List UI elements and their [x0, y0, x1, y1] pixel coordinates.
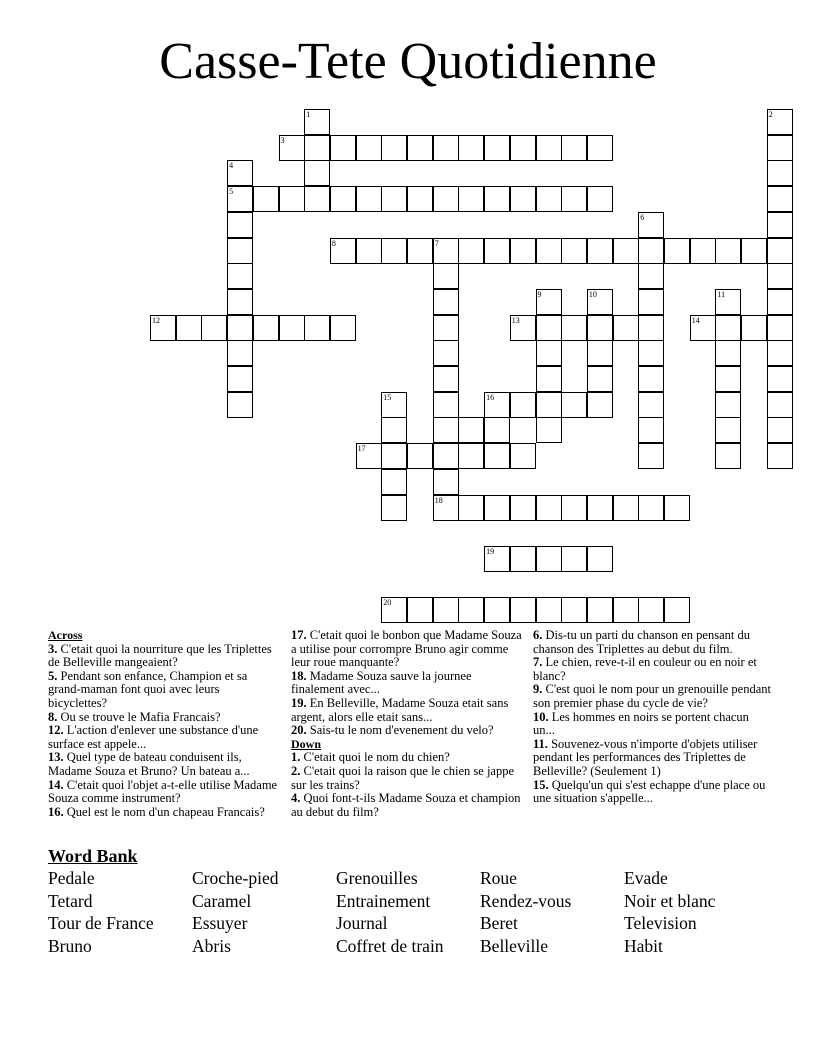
clue-number: 3.	[48, 641, 58, 656]
clue-number: 13	[511, 315, 520, 325]
crossword-cell[interactable]	[715, 340, 741, 366]
crossword-cell[interactable]	[458, 443, 484, 469]
word-bank-word: Bruno	[48, 935, 92, 956]
crossword-cell[interactable]	[484, 597, 510, 623]
crossword-cell[interactable]	[767, 340, 793, 366]
clue-number: 16	[486, 392, 495, 402]
clue-number: 7	[434, 238, 439, 248]
crossword-cell[interactable]	[715, 443, 741, 469]
crossword-cell[interactable]	[458, 135, 484, 161]
clue-number: 12	[152, 315, 160, 325]
crossword-cell[interactable]	[253, 315, 279, 341]
clue-text: Souvenez-vous n'importe d'objets utiliser pendant les performances des Triplettes de Belleville? (Seulement 1)	[533, 736, 758, 778]
clue-text: Le chien, reve-t-il en couleur ou en noir et blanc?	[533, 655, 757, 683]
crossword-cell[interactable]	[767, 186, 793, 212]
crossword-cell[interactable]	[536, 289, 562, 315]
clue-number: 14.	[48, 777, 64, 792]
crossword-cell[interactable]	[638, 263, 664, 289]
clue-number: 1.	[291, 750, 301, 765]
crossword-cell[interactable]	[767, 160, 793, 186]
crossword-cell[interactable]	[638, 289, 664, 315]
clue-text: C'etait quoi le nom du chien?	[300, 750, 450, 765]
crossword-cell[interactable]	[227, 160, 253, 186]
clue-text: Madame Souza sauve la journee finalement avec...	[291, 668, 472, 697]
crossword-cell[interactable]	[638, 315, 664, 341]
clue-number: 18	[434, 495, 443, 505]
crossword-cell[interactable]	[767, 417, 793, 443]
clue-item	[48, 724, 280, 751]
clues-column-2	[291, 629, 527, 819]
clue-number: 15.	[533, 777, 549, 792]
crossword-cell[interactable]	[561, 546, 587, 572]
crossword-cell[interactable]	[381, 392, 407, 418]
word-bank-title: Word Bank	[48, 846, 138, 866]
clue-number: 4.	[291, 791, 301, 806]
clue-section-heading: Across	[48, 628, 83, 642]
word-bank-word: Journal	[336, 913, 388, 934]
clue-item	[291, 670, 527, 697]
crossword-cell[interactable]	[381, 238, 407, 264]
crossword-cell[interactable]	[741, 315, 767, 341]
crossword-cell[interactable]	[458, 417, 484, 443]
crossword-cell[interactable]	[484, 238, 510, 264]
word-bank-word: Habit	[624, 935, 663, 956]
clue-item	[291, 792, 527, 819]
crossword-cell[interactable]	[253, 186, 279, 212]
clue-text: Quelqu'un qui s'est echappe d'une place ou une situation s'appelle...	[533, 777, 766, 806]
word-bank-word: Coffret de train	[336, 935, 444, 956]
crossword-cell[interactable]	[536, 315, 562, 341]
clue-item	[48, 806, 280, 820]
crossword-cell[interactable]	[227, 238, 253, 264]
clue-text: Ou se trouve le Mafia Francais?	[57, 709, 221, 724]
crossword-cell[interactable]	[536, 186, 562, 212]
clue-number: 1	[306, 110, 311, 119]
clue-item	[291, 724, 527, 738]
crossword-cell[interactable]	[510, 392, 536, 418]
word-bank-word: Caramel	[192, 890, 252, 911]
crossword-cell[interactable]	[638, 212, 664, 238]
crossword-cell[interactable]	[536, 238, 562, 264]
clue-text: Pendant son enfance, Champion et sa grand-maman font quoi avec leurs bicyclettes?	[48, 668, 248, 710]
crossword-cell[interactable]	[536, 340, 562, 366]
crossword-cell[interactable]	[510, 597, 536, 623]
crossword-cell[interactable]	[433, 443, 459, 469]
clue-number: 6.	[533, 628, 543, 642]
crossword-cell[interactable]	[433, 315, 459, 341]
crossword-cell[interactable]	[536, 546, 562, 572]
crossword-cell[interactable]	[304, 186, 330, 212]
clue-number: 12.	[48, 723, 64, 738]
word-bank-word: Croche-pied	[192, 868, 279, 888]
crossword-cell[interactable]	[227, 366, 253, 392]
crossword-cell[interactable]	[484, 392, 510, 418]
clue-item	[291, 751, 527, 765]
crossword-cell[interactable]	[304, 135, 330, 161]
clue-number: 17	[357, 444, 366, 454]
crossword-cell[interactable]	[536, 417, 562, 443]
clue-number: 20.	[291, 723, 307, 738]
crossword-cell[interactable]	[227, 263, 253, 289]
crossword-cell[interactable]	[407, 597, 433, 623]
crossword-cell[interactable]	[227, 340, 253, 366]
crossword-cell[interactable]	[587, 392, 613, 418]
crossword-cell[interactable]	[638, 392, 664, 418]
crossword-cell[interactable]	[587, 289, 613, 315]
clue-item	[48, 711, 280, 725]
clue-text: Les hommes en noirs se portent chacun un...	[533, 709, 749, 738]
crossword-cell[interactable]	[767, 289, 793, 315]
crossword-cell[interactable]	[381, 186, 407, 212]
clue-number: 11.	[533, 736, 548, 751]
clue-number: 10	[588, 289, 597, 299]
clue-number: 6	[640, 212, 645, 222]
crossword-cell[interactable]	[407, 186, 433, 212]
clue-item	[533, 738, 771, 779]
crossword-cell[interactable]	[561, 597, 587, 623]
crossword-cell[interactable]	[638, 495, 664, 521]
crossword-cell[interactable]	[664, 238, 690, 264]
crossword-cell[interactable]	[433, 597, 459, 623]
crossword-cell[interactable]	[510, 443, 536, 469]
crossword-cell[interactable]	[484, 546, 510, 572]
clue-text: C'etait quoi le bonbon que Madame Souza a utilise pour corrompre Bruno agir comme leur roue manquante?	[291, 628, 522, 670]
crossword-cell[interactable]	[587, 186, 613, 212]
clue-item	[533, 779, 771, 806]
clue-item	[533, 711, 771, 738]
crossword-cell[interactable]	[484, 135, 510, 161]
clue-text: Quel est le nom d'un chapeau Francais?	[63, 804, 265, 819]
word-bank-word: Belleville	[480, 935, 549, 956]
clue-text: Quel type de bateau conduisent ils, Madame Souza et Bruno? Un bateau a...	[48, 750, 250, 778]
page-title: Casse-Tete Quotidienne	[159, 33, 657, 90]
crossword-cell[interactable]	[638, 340, 664, 366]
crossword-cell[interactable]	[433, 263, 459, 289]
crossword-cell[interactable]	[536, 135, 562, 161]
crossword-cell[interactable]	[330, 186, 356, 212]
crossword-cell[interactable]	[510, 135, 536, 161]
word-bank-word: Noir et blanc	[624, 890, 716, 911]
clue-number: 5.	[48, 668, 58, 683]
crossword-cell[interactable]	[356, 135, 382, 161]
crossword-cell[interactable]	[304, 109, 330, 135]
clue-number: 19.	[291, 695, 307, 710]
clue-item	[533, 683, 771, 710]
crossword-cell[interactable]	[227, 392, 253, 418]
crossword-cell[interactable]	[587, 135, 613, 161]
crossword-cell[interactable]	[767, 212, 793, 238]
crossword-cell[interactable]	[356, 238, 382, 264]
clue-number: 16.	[48, 804, 64, 819]
clue-item	[533, 629, 771, 656]
crossword-cell[interactable]	[150, 315, 176, 341]
crossword-cell[interactable]	[741, 238, 767, 264]
word-bank-word: Roue	[480, 868, 517, 888]
clue-item	[48, 670, 280, 711]
crossword-cell[interactable]	[279, 315, 305, 341]
clue-text: Dis-tu un parti du chanson en pensant du chanson des Triplettes au debut du film.	[533, 628, 750, 656]
clue-number: 2	[768, 110, 773, 119]
crossword-cell[interactable]	[561, 392, 587, 418]
clue-number: 3	[280, 135, 285, 145]
crossword-cell[interactable]	[767, 443, 793, 469]
crossword-cell[interactable]	[561, 495, 587, 521]
clue-text: Quoi font-t-ils Madame Souza et champion au debut du film?	[291, 791, 521, 819]
crossword-cell[interactable]	[613, 238, 639, 264]
crossword-cell[interactable]	[510, 186, 536, 212]
crossword-cell[interactable]	[638, 238, 664, 264]
crossword-cell[interactable]	[587, 546, 613, 572]
crossword-cell[interactable]	[381, 417, 407, 443]
crossword-cell[interactable]	[484, 443, 510, 469]
crossword-cell[interactable]	[664, 495, 690, 521]
crossword-cell[interactable]	[458, 495, 484, 521]
clue-text: Sais-tu le nom d'evenement du velo?	[306, 723, 494, 738]
crossword-cell[interactable]	[356, 443, 382, 469]
clue-number: 10.	[533, 709, 549, 724]
word-bank-word: Television	[624, 913, 697, 934]
crossword-cell[interactable]	[381, 597, 407, 623]
crossword-cell[interactable]	[587, 340, 613, 366]
clue-item	[291, 697, 527, 724]
crossword-cell[interactable]	[304, 315, 330, 341]
crossword-cell[interactable]	[279, 135, 305, 161]
crossword-cell[interactable]	[767, 135, 793, 161]
crossword-cell[interactable]	[510, 495, 536, 521]
crossword-cell[interactable]	[227, 289, 253, 315]
crossword-cell[interactable]	[330, 315, 356, 341]
crossword-cell[interactable]	[767, 392, 793, 418]
crossword-cell[interactable]	[767, 238, 793, 264]
crossword-cell[interactable]	[330, 135, 356, 161]
crossword-cell[interactable]	[484, 495, 510, 521]
crossword-cell[interactable]	[381, 135, 407, 161]
crossword-cell[interactable]	[561, 186, 587, 212]
crossword-cell[interactable]	[433, 495, 459, 521]
crossword-cell[interactable]	[536, 366, 562, 392]
crossword-cell[interactable]	[587, 495, 613, 521]
clue-item	[533, 656, 771, 683]
clue-item	[48, 779, 280, 806]
crossword-cell[interactable]	[690, 315, 716, 341]
clue-number: 5	[229, 187, 234, 197]
crossword-cell[interactable]	[330, 238, 356, 264]
crossword-cell[interactable]	[356, 186, 382, 212]
clue-number: 7.	[533, 655, 543, 670]
crossword-cell[interactable]	[407, 135, 433, 161]
clues-column-3	[533, 629, 771, 806]
crossword-cell[interactable]	[613, 315, 639, 341]
crossword-cell[interactable]	[715, 289, 741, 315]
clues-column-1	[48, 629, 280, 819]
crossword-cell[interactable]	[767, 315, 793, 341]
crossword-cell[interactable]	[638, 417, 664, 443]
crossword-cell[interactable]	[715, 238, 741, 264]
crossword-cell[interactable]	[587, 238, 613, 264]
clue-number: 11	[717, 289, 726, 299]
crossword-cell[interactable]	[561, 238, 587, 264]
word-bank-word: Beret	[480, 913, 518, 934]
crossword-cell[interactable]	[407, 443, 433, 469]
crossword-cell[interactable]	[613, 597, 639, 623]
word-bank-word: Abris	[192, 935, 231, 956]
crossword-cell[interactable]	[458, 238, 484, 264]
clue-number: 9	[537, 289, 542, 299]
clue-section-heading: Down	[291, 736, 322, 751]
clue-number: 8	[331, 238, 336, 248]
clue-number: 4	[229, 161, 234, 171]
clue-text: En Belleville, Madame Souza etait sans argent, alors elle etait sans...	[291, 695, 509, 724]
crossword-cell[interactable]	[381, 495, 407, 521]
word-bank-word: Rendez-vous	[480, 890, 572, 911]
crossword-cell[interactable]	[510, 238, 536, 264]
crossword-cell[interactable]	[664, 597, 690, 623]
crossword-cell[interactable]	[638, 366, 664, 392]
crossword-cell[interactable]	[227, 186, 253, 212]
crossword-cell[interactable]	[536, 495, 562, 521]
crossword-cell[interactable]	[433, 340, 459, 366]
clue-number: 18.	[291, 668, 307, 683]
clue-number: 14	[691, 315, 700, 325]
clue-number: 15	[383, 392, 392, 402]
crossword-cell[interactable]	[484, 186, 510, 212]
crossword-cell[interactable]	[767, 109, 793, 135]
crossword-cell[interactable]	[767, 366, 793, 392]
clue-text: L'action d'enlever une substance d'une surface est appele...	[48, 723, 259, 751]
clue-text: C'etait quoi la raison que le chien se jappe sur les trains?	[291, 763, 515, 792]
clue-number: 9.	[533, 682, 543, 697]
word-bank-word: Tetard	[48, 890, 93, 911]
clue-item	[291, 629, 527, 670]
crossword-cell[interactable]	[227, 212, 253, 238]
word-bank-word: Evade	[624, 868, 668, 888]
crossword-cell[interactable]	[381, 443, 407, 469]
crossword-cell[interactable]	[433, 238, 459, 264]
crossword-cell[interactable]	[433, 186, 459, 212]
crossword-cell[interactable]	[458, 597, 484, 623]
crossword-cell[interactable]	[433, 366, 459, 392]
clue-number: 8.	[48, 709, 58, 724]
crossword-cell[interactable]	[433, 469, 459, 495]
crossword-cell[interactable]	[176, 315, 202, 341]
crossword-cell[interactable]	[536, 597, 562, 623]
word-bank-word: Essuyer	[192, 913, 248, 934]
crossword-cell[interactable]	[433, 135, 459, 161]
crossword-cell[interactable]	[458, 186, 484, 212]
clue-text: C'etait quoi la nourriture que les Triplettes de Belleville mangeaient?	[48, 641, 272, 670]
word-bank-word: Tour de France	[48, 913, 154, 934]
crossword-cell[interactable]	[279, 186, 305, 212]
crossword-cell[interactable]	[536, 392, 562, 418]
crossword-cell[interactable]	[715, 392, 741, 418]
crossword-cell[interactable]	[484, 417, 510, 443]
crossword-cell[interactable]	[715, 315, 741, 341]
crossword-cell[interactable]	[433, 417, 459, 443]
crossword-cell[interactable]	[407, 238, 433, 264]
crossword-cell[interactable]	[587, 366, 613, 392]
crossword-cell[interactable]	[227, 315, 253, 341]
crossword-cell[interactable]	[510, 315, 536, 341]
crossword-cell[interactable]	[767, 263, 793, 289]
crossword-cell[interactable]	[587, 315, 613, 341]
clue-item	[291, 765, 527, 792]
crossword-cell[interactable]	[201, 315, 227, 341]
clue-text: C'est quoi le nom pour un grenouille pendant son premier phase du cycle de vie?	[533, 682, 771, 710]
clue-text: C'etait quoi l'objet a-t-elle utilise Madame Souza comme instrument?	[48, 777, 278, 806]
clue-item	[48, 643, 280, 670]
crossword-cell[interactable]	[561, 315, 587, 341]
crossword-cell[interactable]	[510, 546, 536, 572]
clue-number: 19	[486, 546, 495, 556]
word-bank-word: Entrainement	[336, 890, 431, 911]
crossword-cell[interactable]	[638, 443, 664, 469]
crossword-cell[interactable]	[561, 135, 587, 161]
clue-number: 17.	[291, 628, 307, 642]
crossword-cell[interactable]	[433, 392, 459, 418]
crossword-cell[interactable]	[613, 495, 639, 521]
clue-number: 20	[383, 598, 392, 608]
clue-number: 2.	[291, 763, 301, 778]
crossword-cell[interactable]	[433, 289, 459, 315]
crossword-cell[interactable]	[587, 597, 613, 623]
crossword-cell[interactable]	[381, 469, 407, 495]
crossword-cell[interactable]	[715, 417, 741, 443]
word-bank-word: Grenouilles	[336, 868, 418, 888]
crossword-cell[interactable]	[715, 366, 741, 392]
crossword-cell[interactable]	[690, 238, 716, 264]
clue-number: 13.	[48, 750, 64, 765]
clue-item	[48, 751, 280, 778]
crossword-cell[interactable]	[304, 160, 330, 186]
word-bank-word: Pedale	[48, 868, 95, 888]
crossword-cell[interactable]	[638, 597, 664, 623]
